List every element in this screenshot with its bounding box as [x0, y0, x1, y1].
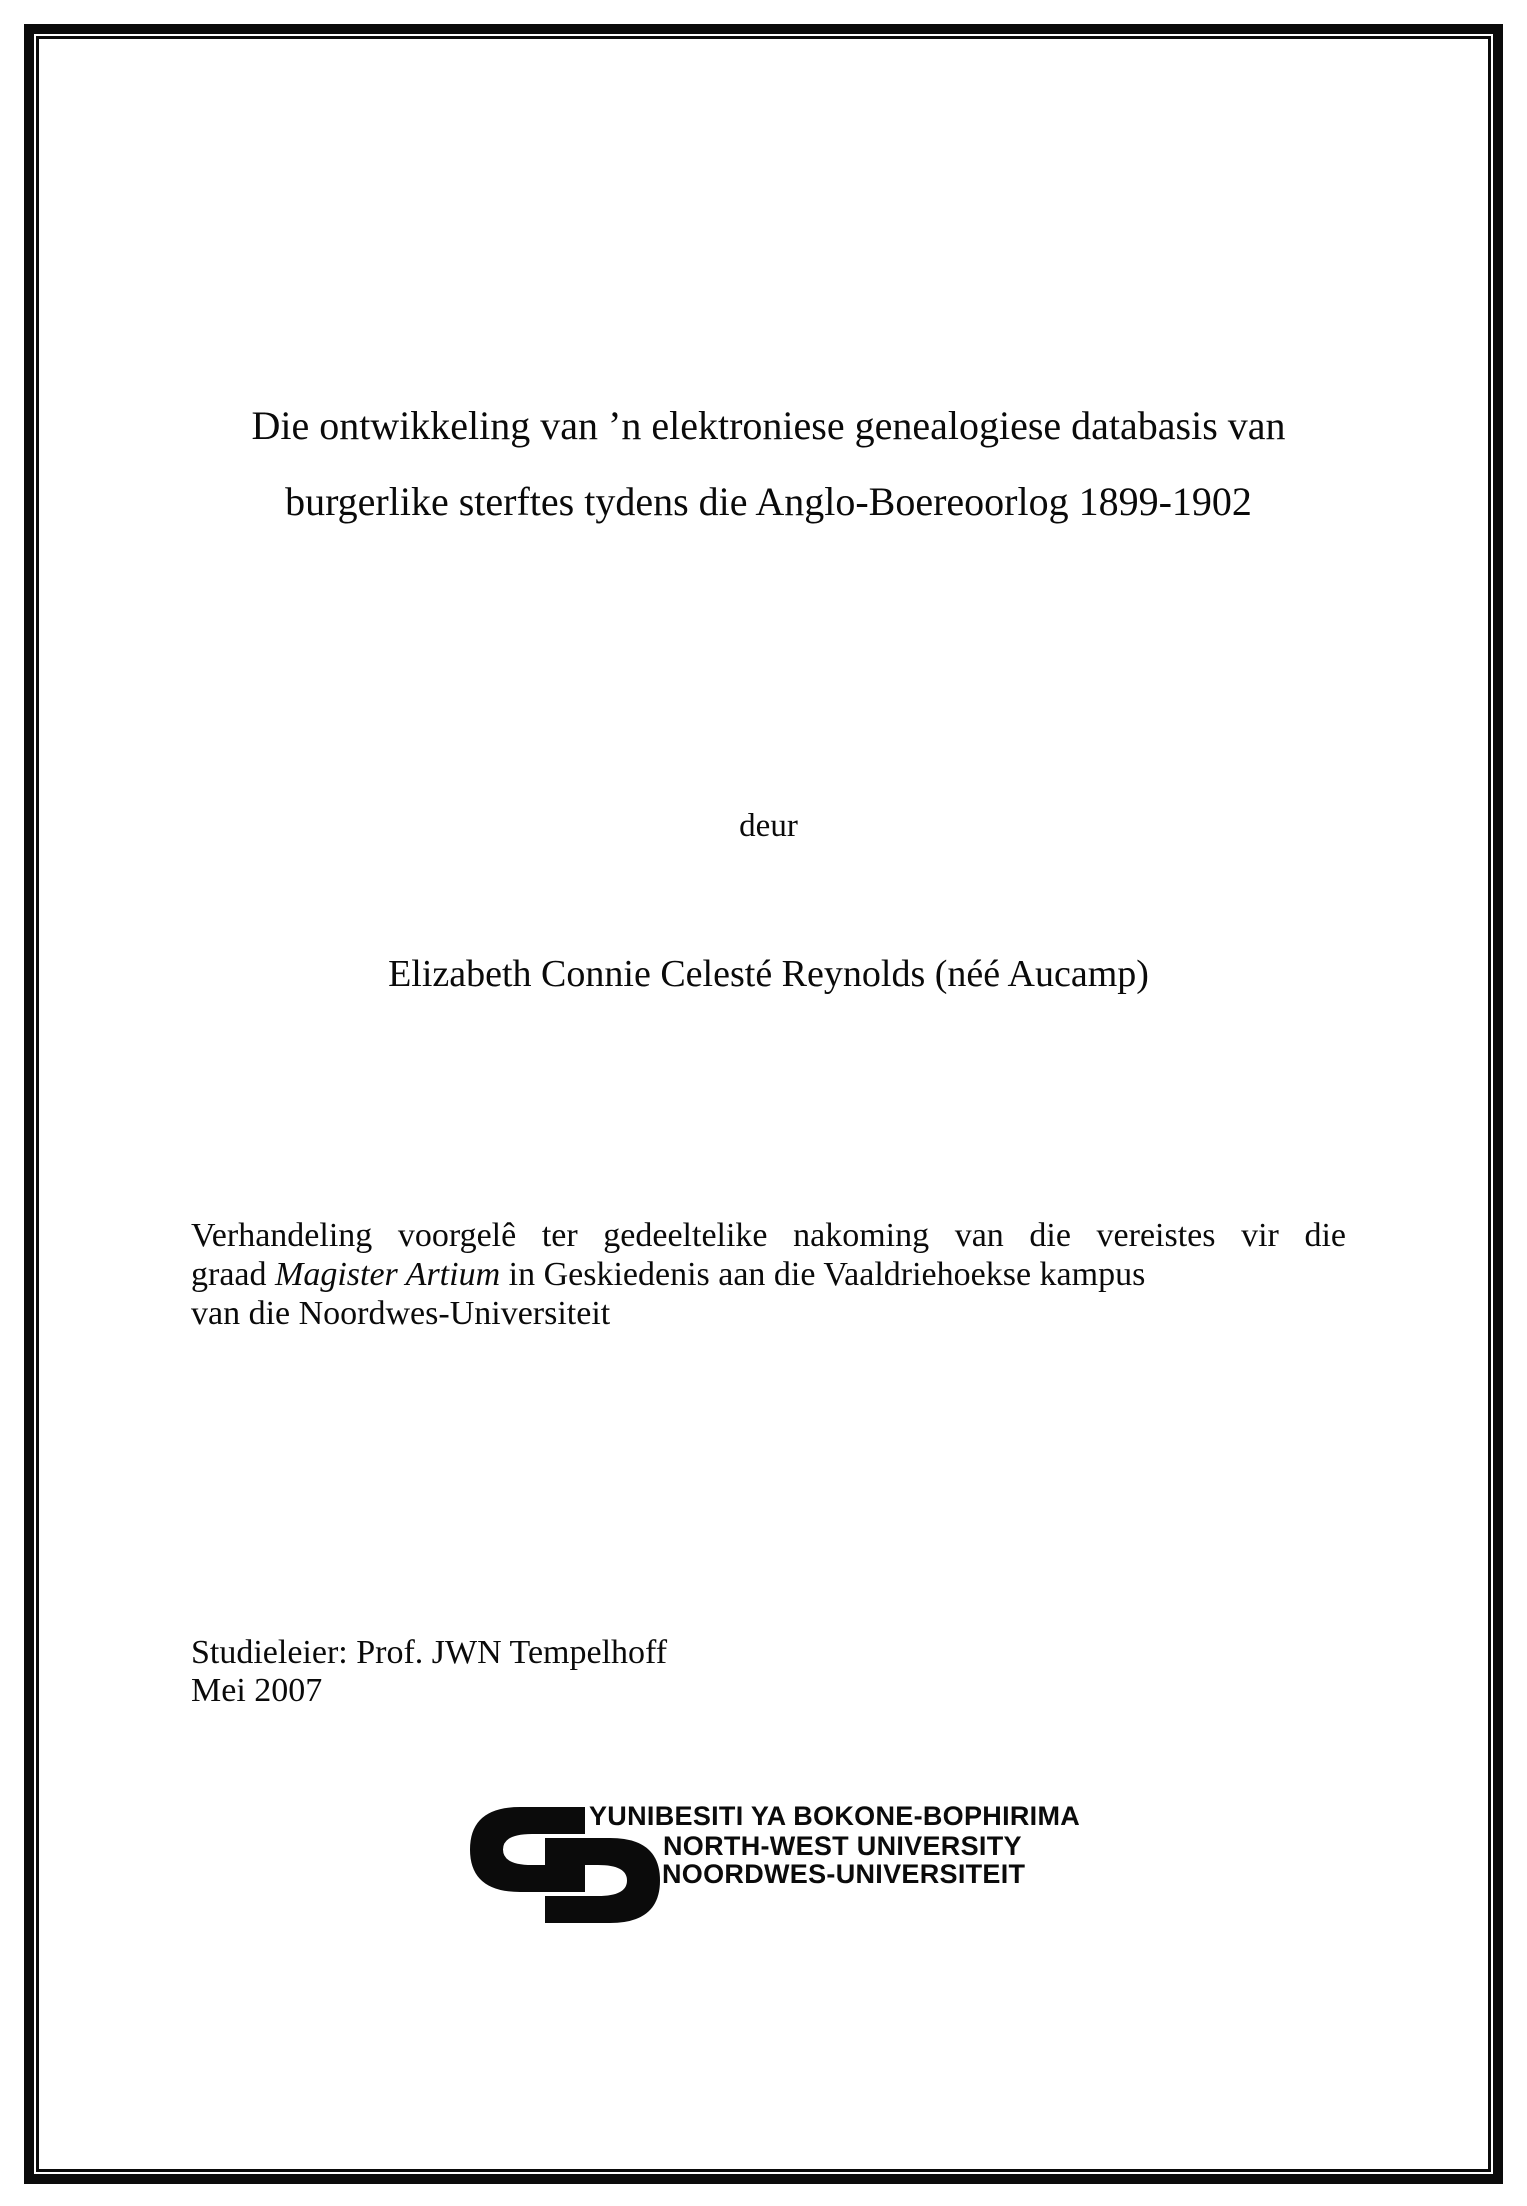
date-line: Mei 2007 — [191, 1672, 323, 1709]
degree-name-italic: Magister Artium — [275, 1256, 501, 1293]
university-name-english: NORTH-WEST UNIVERSITY — [663, 1831, 1022, 1861]
degree-statement-line-1: Verhandeling voorgelê ter gedeeltelike nakoming van die vereistes vir die — [191, 1217, 1346, 1254]
degree-statement-line-2-suffix: in Geskiedenis aan die Vaaldriehoekse kampus — [500, 1256, 1146, 1293]
thesis-title-line-2: burgerlike sterftes tydens die Anglo-Boereoorlog 1899-1902 — [285, 479, 1252, 524]
university-logo — [470, 1801, 1250, 1967]
university-name-setswana: YUNIBESITI YA BOKONE-BOPHIRIMA — [589, 1801, 1081, 1831]
degree-statement — [191, 1216, 1346, 1333]
university-name-afrikaans: NOORDWES-UNIVERSITEIT — [662, 1859, 1026, 1889]
byline-label: deur — [739, 808, 798, 844]
degree-statement-line-2-prefix: graad — [191, 1256, 276, 1293]
page-border-inner — [36, 36, 1491, 2172]
supervisor-block — [191, 1634, 1346, 1710]
supervisor-line: Studieleier: Prof. JWN Tempelhoff — [191, 1634, 668, 1671]
author-name: Elizabeth Connie Celesté Reynolds (néé Aucamp) — [388, 953, 1149, 995]
thesis-title-line-1: Die ontwikkeling van ’n elektroniese genealogiese databasis van — [251, 403, 1286, 448]
thesis-title — [191, 388, 1346, 540]
degree-statement-line-2 — [191, 1255, 1346, 1294]
page-border-outer — [24, 24, 1503, 2184]
degree-statement-line-3: van die Noordwes-Universiteit — [191, 1295, 611, 1332]
